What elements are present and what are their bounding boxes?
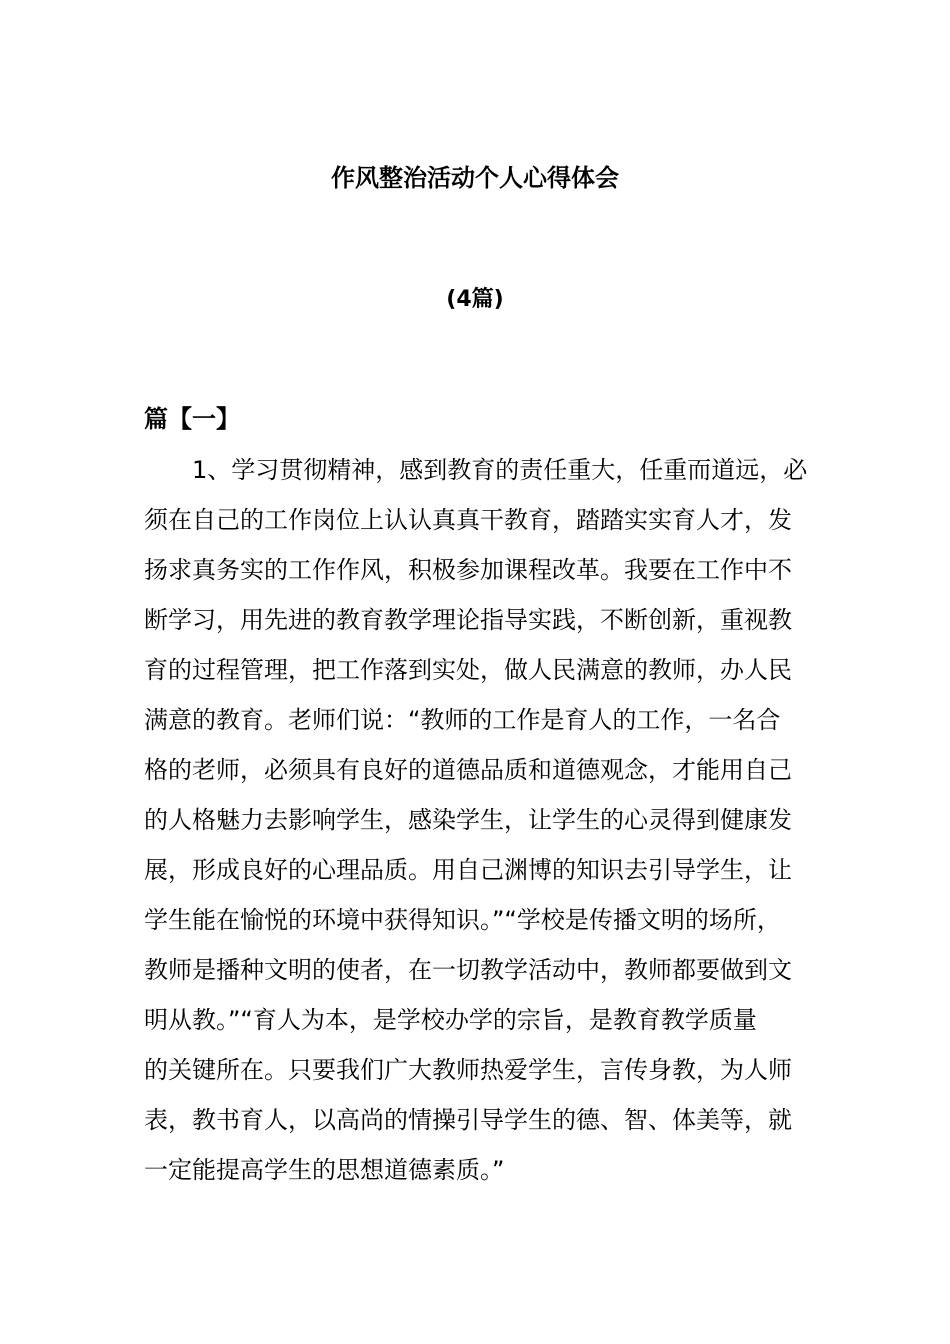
paragraph-line: 的人格魅力去影响学生，感染学生，让学生的心灵得到健康发 xyxy=(144,806,792,834)
paragraph-line: 表，教书育人，以高尚的情操引导学生的德、智、体美等，就 xyxy=(144,1106,792,1134)
body-paragraph xyxy=(144,445,808,1195)
document-subtitle: (4篇) xyxy=(446,287,504,312)
paragraph-line: 教师是播种文明的使者，在一切教学活动中，教师都要做到文 xyxy=(144,956,792,984)
paragraph-line: 一定能提高学生的思想道德素质。” xyxy=(144,1156,505,1184)
paragraph-line: 的关键所在。只要我们广大教师热爱学生，言传身教，为人师 xyxy=(144,1056,792,1084)
paragraph-line: 断学习，用先进的教育教学理论指导实践，不断创新，重视教 xyxy=(144,606,792,634)
paragraph-line: 1、学习贯彻精神，感到教育的责任重大，任重而道远，必 xyxy=(192,456,808,484)
paragraph-line: 育的过程管理，把工作落到实处，做人民满意的教师，办人民 xyxy=(144,656,792,684)
document-title: 作风整治活动个人心得体会 xyxy=(331,164,619,192)
paragraph-line: 格的老师，必须具有良好的道德品质和道德观念，才能用自己 xyxy=(144,756,792,784)
paragraph-line: 满意的教育。老师们说：“教师的工作是育人的工作，一名合 xyxy=(144,706,781,734)
paragraph-line: 明从教。”“育人为本，是学校办学的宗旨，是教育教学质量 xyxy=(144,1006,757,1034)
paragraph-line: 展，形成良好的心理品质。用自己渊博的知识去引导学生，让 xyxy=(144,856,792,884)
paragraph-line: 学生能在愉悦的环境中获得知识。”“学校是传播文明的场所， xyxy=(144,906,781,934)
paragraph-line: 须在自己的工作岗位上认认真真干教育，踏踏实实育人才，发 xyxy=(144,506,792,534)
paragraph-line: 扬求真务实的工作作风，积极参加课程改革。我要在工作中不 xyxy=(144,556,792,584)
section-heading: 篇【一】 xyxy=(144,405,240,433)
